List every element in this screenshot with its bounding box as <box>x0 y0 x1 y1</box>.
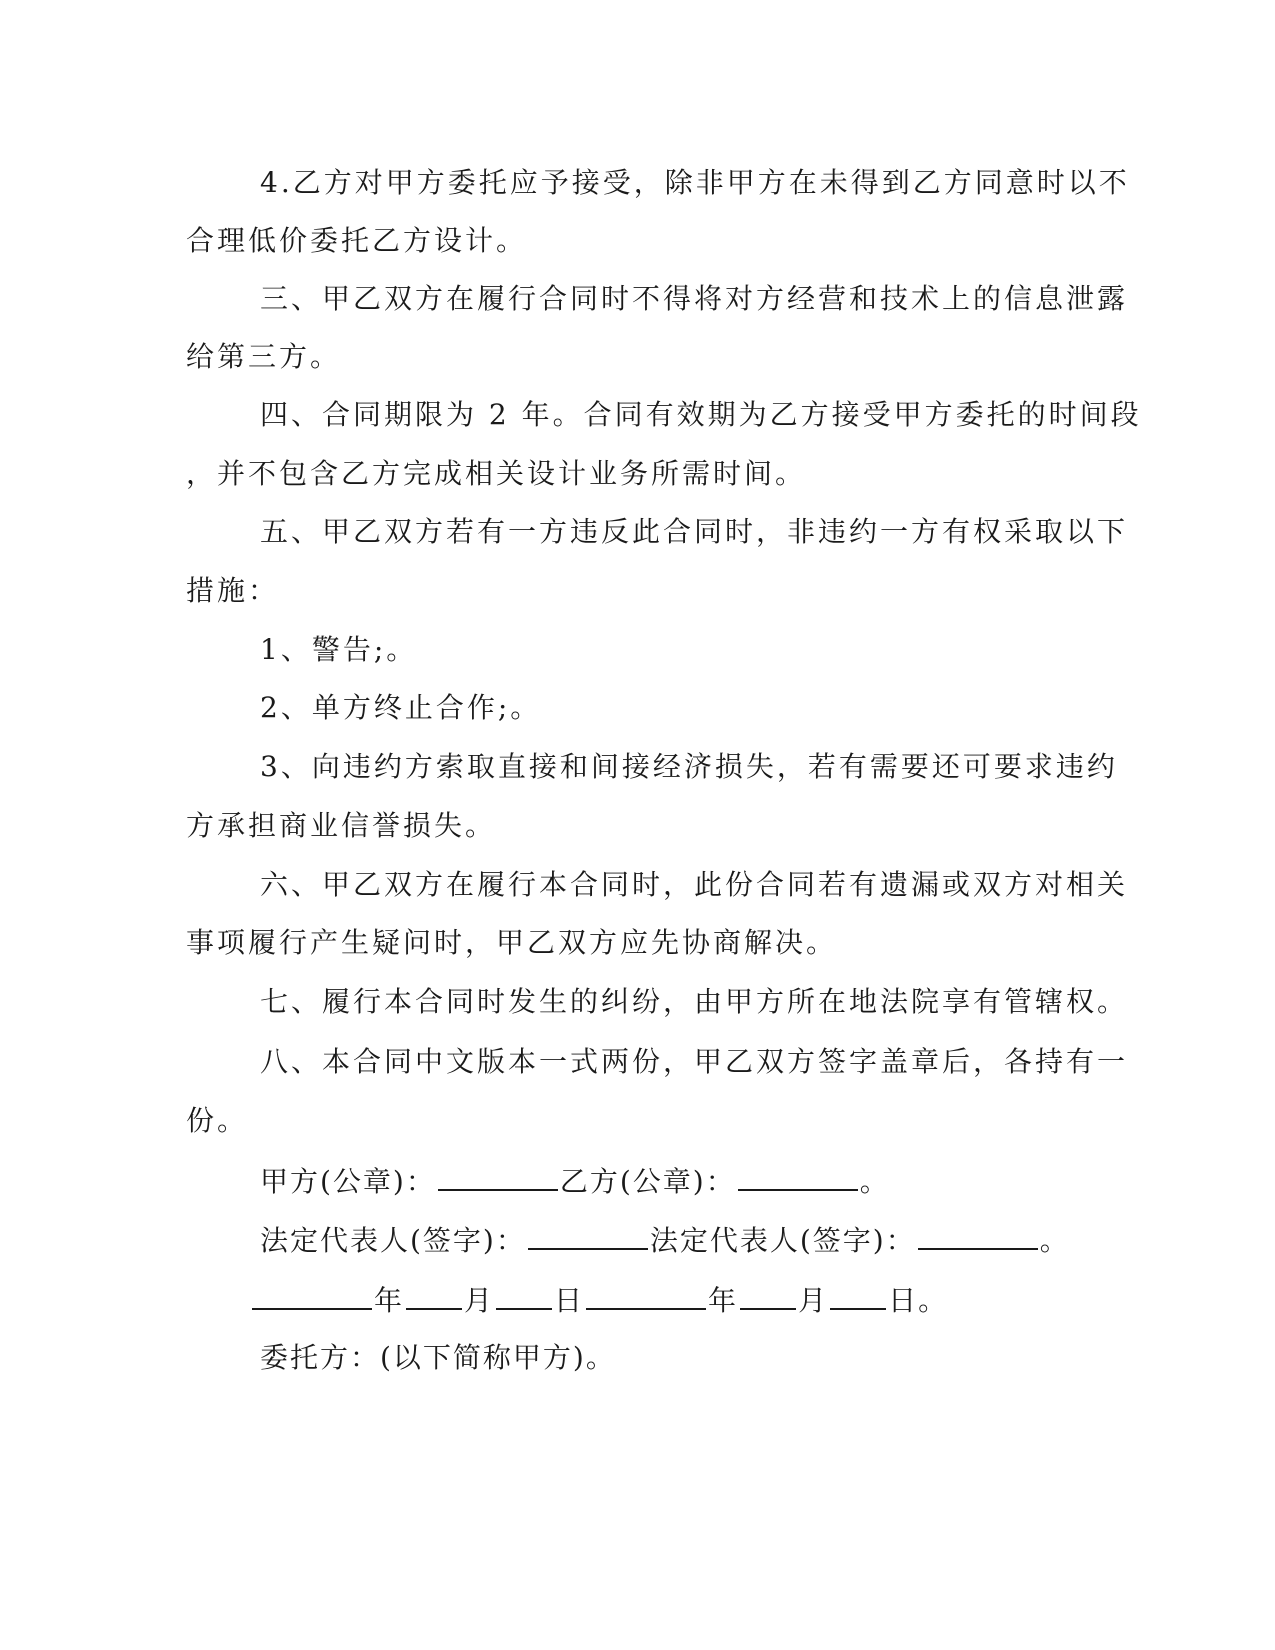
year-blank-a <box>252 1282 372 1310</box>
party-a-rep-label: 法定代表人(签字)： <box>260 1224 526 1257</box>
paragraph-line: 措施： <box>186 574 280 607</box>
day-end-label: 日。 <box>888 1284 949 1317</box>
date-line <box>250 1282 948 1318</box>
list-item: 2、单方终止合作;。 <box>260 691 542 724</box>
paragraph-line: 份。 <box>186 1104 249 1137</box>
month-blank-a <box>406 1282 462 1310</box>
list-item: 1、警告;。 <box>260 633 418 666</box>
party-a-seal-label: 甲方(公章)： <box>260 1165 436 1198</box>
month-blank-b <box>740 1282 796 1310</box>
list-item: 3、向违约方索取直接和间接经济损失，若有需要还可要求违约 <box>260 750 1118 783</box>
day-label: 日 <box>554 1284 585 1317</box>
paragraph-line: 事项履行产生疑问时，甲乙双方应先协商解决。 <box>186 926 838 959</box>
paragraph-line: 七、履行本合同时发生的纠纷，由甲方所在地法院享有管辖权。 <box>260 985 1129 1018</box>
paragraph-line: 六、甲乙双方在履行本合同时，此份合同若有遗漏或双方对相关 <box>260 868 1129 901</box>
end-mark: 。 <box>859 1165 890 1198</box>
paragraph-line: 方承担商业信誉损失。 <box>186 809 497 842</box>
end-mark: 。 <box>1039 1224 1070 1257</box>
party-a-seal-blank <box>438 1163 558 1191</box>
month-label: 月 <box>464 1284 495 1317</box>
paragraph-line: 八、本合同中文版本一式两份，甲乙双方签字盖章后，各持有一 <box>260 1045 1129 1078</box>
year-blank-b <box>586 1282 706 1310</box>
day-blank-b <box>830 1282 886 1310</box>
party-b-seal-label: 乙方(公章)： <box>559 1165 736 1198</box>
party-b-rep-blank <box>918 1222 1038 1250</box>
paragraph-line: 三、甲乙双方在履行合同时不得将对方经营和技术上的信息泄露 <box>260 282 1129 315</box>
party-b-seal-blank <box>738 1163 858 1191</box>
seal-line <box>260 1163 890 1199</box>
year-label: 年 <box>708 1284 739 1317</box>
year-label: 年 <box>374 1284 405 1317</box>
representative-line <box>260 1222 1070 1258</box>
paragraph-line: 4.乙方对甲方委托应予接受，除非甲方在未得到乙方同意时以不 <box>260 166 1130 199</box>
month-label: 月 <box>798 1284 829 1317</box>
paragraph-line: ，并不包含乙方完成相关设计业务所需时间。 <box>186 457 807 490</box>
paragraph-line: 五、甲乙双方若有一方违反此合同时，非违约一方有权采取以下 <box>260 515 1129 548</box>
party-a-rep-blank <box>528 1222 648 1250</box>
paragraph-line: 给第三方。 <box>186 340 342 373</box>
day-blank-a <box>496 1282 552 1310</box>
paragraph-line: 四、合同期限为 2 年。合同有效期为乙方接受甲方委托的时间段 <box>260 398 1142 431</box>
party-b-rep-label: 法定代表人(签字)： <box>649 1224 916 1257</box>
paragraph-line: 合理低价委托乙方设计。 <box>186 224 528 257</box>
client-line: 委托方：(以下简称甲方)。 <box>260 1341 616 1374</box>
